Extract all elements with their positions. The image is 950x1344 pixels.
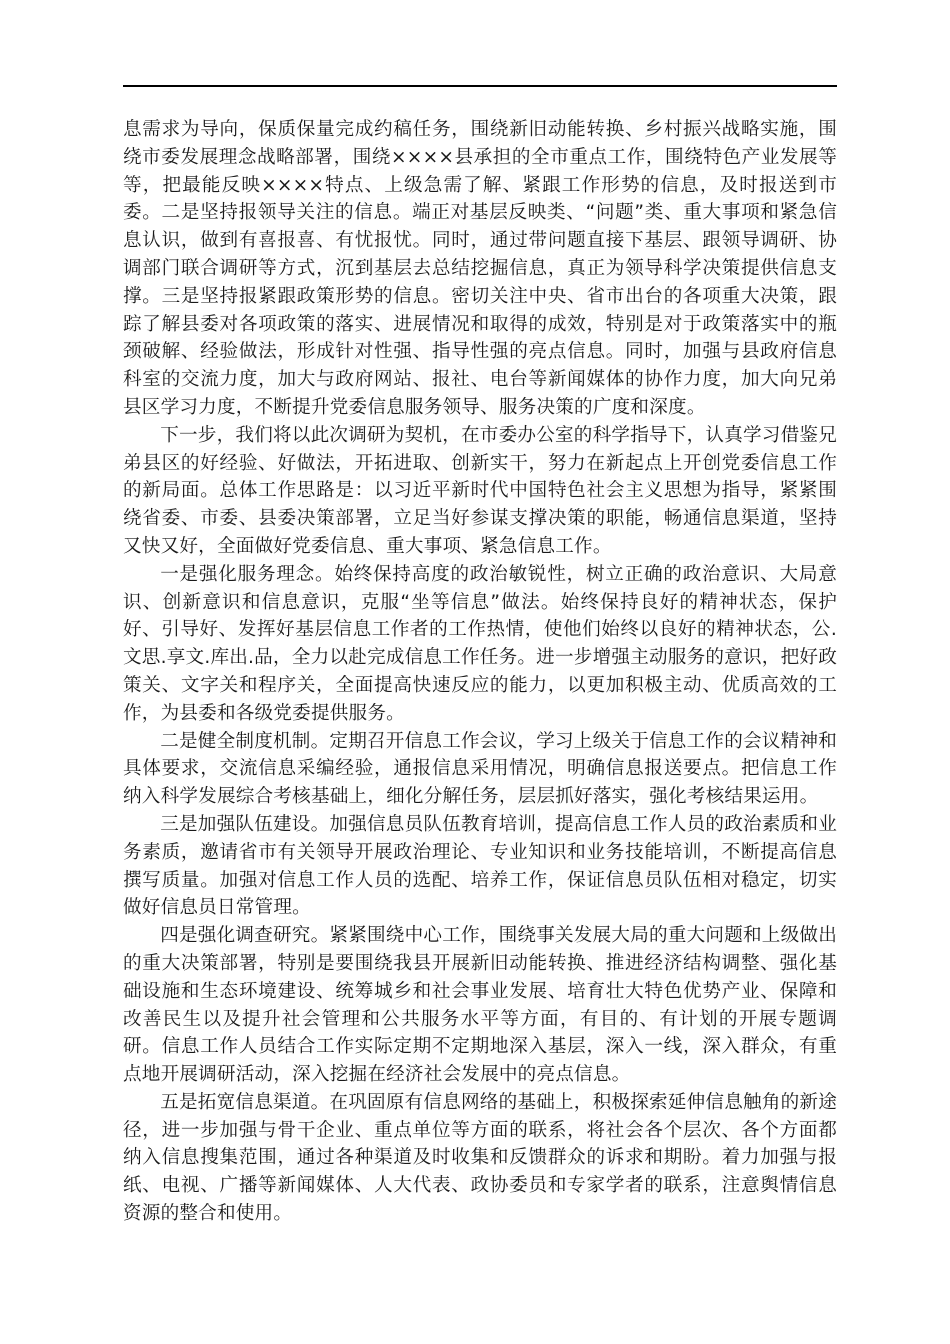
paragraph-institutional-mechanism: 二是健全制度机制。定期召开信息工作会议，学习上级关于信息工作的会议精神和具体要求，交流信息采编经验，通报信息采用情况，明确信息报送要点。把信息工作纳入科学发展综合考核基础上，细化分解任务，层层抓好落实，强化考核结果运用。 — [123, 730, 837, 808]
document-body — [123, 116, 837, 1228]
paragraph-service-concept: 一是强化服务理念。始终保持高度的政治敏锐性，树立正确的政治意识、大局意识、创新意识和信息意识，克服“坐等信息”做法。始终保持良好的精神状态，保护好、引导好、发挥好基层信息工作者的工作热情，使他们始终以良好的精神状态，公.文思.享文.库出.品，全力以赴完成信息工作任务。进一步增强主动服务的意识，把好政策关、文字关和程序关，全面提高快速反应的能力，以更加积极主动、优质高效的工作，为县委和各级党委提供服务。 — [123, 563, 837, 724]
paragraph-investigation-research: 四是强化调查研究。紧紧围绕中心工作，围绕事关发展大局的重大问题和上级做出的重大决策部署，特别是要围绕我县开展新旧动能转换、推进经济结构调整、强化基础设施和生态环境建设、统筹城乡和社会事业发展、培育壮大特色优势产业、保障和改善民生以及提升社会管理和公共服务水平等方面，有目的、有计划的开展专题调研。信息工作人员结合工作实际定期不定期地深入基层，深入一线，深入群众，有重点地开展调研活动，深入挖掘在经济社会发展中的亮点信息。 — [123, 925, 837, 1086]
paragraph-information-channels: 五是拓宽信息渠道。在巩固原有信息网络的基础上，积极探索延伸信息触角的新途径，进一步加强与骨干企业、重点单位等方面的联系，将社会各个层次、各个方面都纳入信息搜集范围，通过各种渠道及时收集和反馈群众的诉求和期盼。着力加强与报纸、电视、广播等新闻媒体、人大代表、政协委员和专家学者的联系，注意舆情信息资源的整合和使用。 — [123, 1091, 837, 1225]
paragraph-team-building: 三是加强队伍建设。加强信息员队伍教育培训，提高信息工作人员的政治素质和业务素质，邀请省市有关领导开展政治理论、专业知识和业务技能培训，不断提高信息撰写质量。加强对信息工作人员的选配、培养工作，保证信息员队伍相对稳定，切实做好信息员日常管理。 — [123, 813, 837, 919]
header-rule — [123, 85, 837, 87]
paragraph-next-steps: 下一步，我们将以此次调研为契机，在市委办公室的科学指导下，认真学习借鉴兄弟县区的好经验、好做法，开拓进取、创新实干，努力在新起点上开创党委信息工作的新局面。总体工作思路是：以习近平新时代中国特色社会主义思想为指导，紧紧围绕省委、市委、县委决策部署，立足当好参谋支撑决策的职能，畅通信息渠道，坚持又快又好，全面做好党委信息、重大事项、紧急信息工作。 — [123, 424, 837, 557]
paragraph-continued: 息需求为导向，保质保量完成约稿任务，围绕新旧动能转换、乡村振兴战略实施，围绕市委发展理念战略部署，围绕××××县承担的全市重点工作，围绕特色产业发展等等，把最能反映××××特点、上级急需了解、紧跟工作形势的信息，及时报送到市委。二是坚持报领导关注的信息。端正对基层反映类、“问题”类、重大事项和紧急信息认识，做到有喜报喜、有忧报忧。同时，通过带问题直接下基层、跟领导调研、协调部门联合调研等方式，沉到基层去总结挖掘信息，真正为领导科学决策提供信息支撑。三是坚持报紧跟政策形势的信息。密切关注中央、省市出台的各项重大决策，跟踪了解县委对各项政策的落实、进展情况和取得的成效，特别是对于政策落实中的瓶颈破解、经验做法，形成针对性强、指导性强的亮点信息。同时，加强与县政府信息科室的交流力度，加大与政府网站、报社、电台等新闻媒体的协作力度，加大向兄弟县区学习力度，不断提升党委信息服务领导、服务决策的广度和深度。 — [123, 119, 837, 418]
